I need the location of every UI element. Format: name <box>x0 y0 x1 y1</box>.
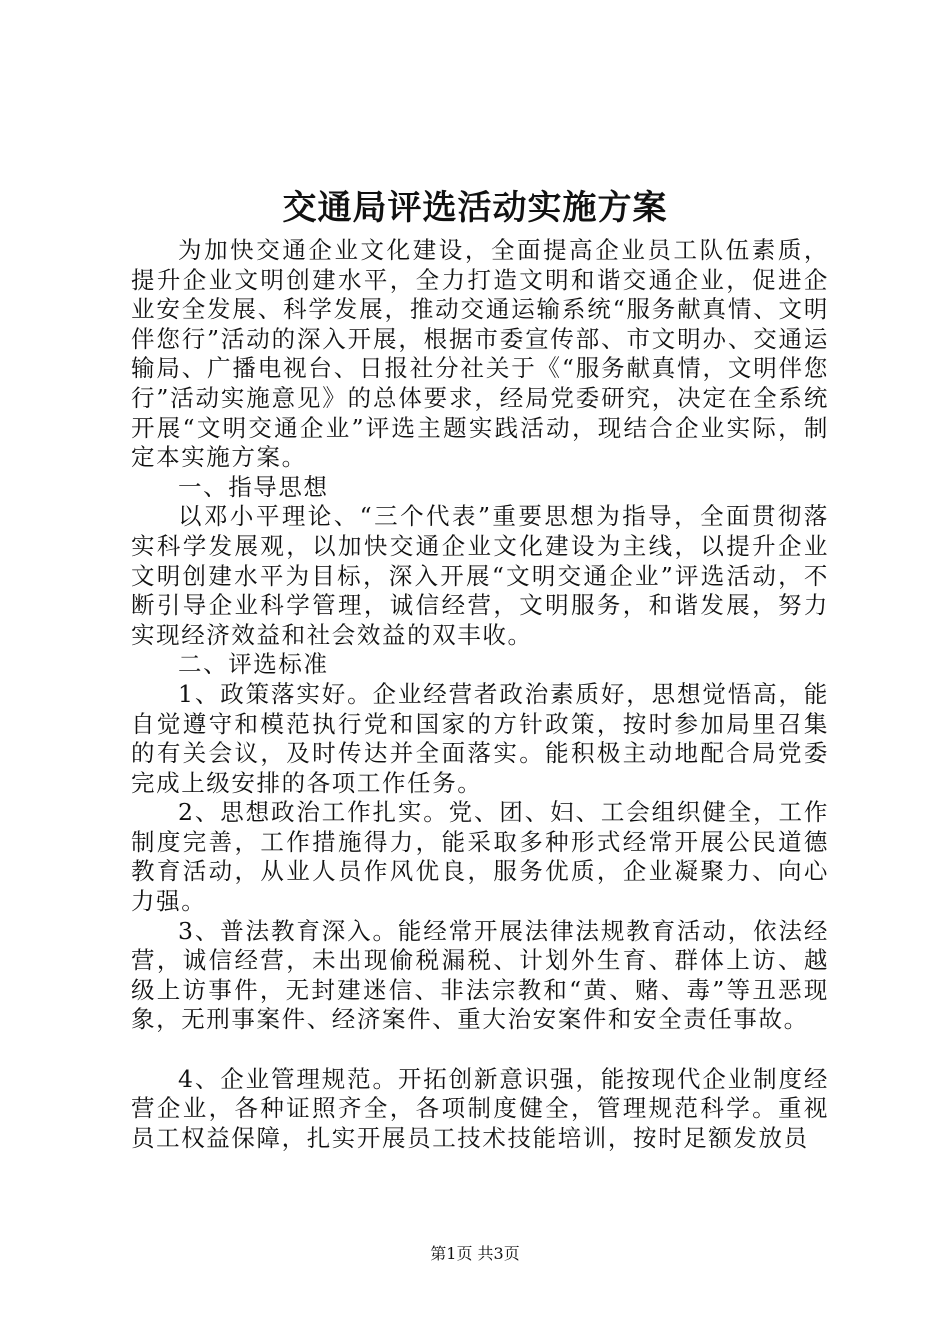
criteria-item-3: 3、普法教育深入。能经常开展法律法规教育活动，依法经营，诚信经营，未出现偷税漏税、计划外生育、群体上访、越级上访事件，无封建迷信、非法宗教和“黄、赌、毒”等丑恶现象，无刑事案件、经济案件、重大治安案件和安全责任事故。 <box>131 916 829 1034</box>
intro-paragraph: 为加快交通企业文化建设，全面提高企业员工队伍素质，提升企业文明创建水平，全力打造文明和谐交通企业，促进企业安全发展、科学发展，推动交通运输系统“服务献真情、文明伴您行”活动的深入开展，根据市委宣传部、市文明办、交通运输局、广播电视台、日报社分社关于《“服务献真情，文明伴您行”活动实施意见》的总体要求，经局党委研究，决定在全系统开展“文明交通企业”评选主题实践活动，现结合企业实际，制定本实施方案。 <box>131 236 829 472</box>
criteria-item-4: 4、企业管理规范。开拓创新意识强，能按现代企业制度经营企业，各种证照齐全，各项制度健全，管理规范科学。重视员工权益保障，扎实开展员工技术技能培训，按时足额发放员 <box>131 1064 829 1152</box>
criteria-item-2: 2、思想政治工作扎实。党、团、妇、工会组织健全，工作制度完善，工作措施得力，能采取多种形式经常开展公民道德教育活动，从业人员作风优良，服务优质，企业凝聚力、向心力强。 <box>131 798 829 916</box>
document-title: 交通局评选活动实施方案 <box>282 188 668 228</box>
criteria-item-1: 1、政策落实好。企业经营者政治素质好，思想觉悟高，能自觉遵守和模范执行党和国家的方针政策，按时参加局里召集的有关会议，及时传达并全面落实。能积极主动地配合局党委完成上级安排的各项工作任务。 <box>131 679 829 797</box>
section-heading-criteria: 二、评选标准 <box>178 650 329 679</box>
guiding-thought-paragraph: 以邓小平理论、“三个代表”重要思想为指导，全面贯彻落实科学发展观，以加快交通企业文化建设为主线，以提升企业文明创建水平为目标，深入开展“文明交通企业”评选活动，不断引导企业科学管理，诚信经营，文明服务，和谐发展，努力实现经济效益和社会效益的双丰收。 <box>131 502 829 649</box>
page-footer: 第1页 共3页 <box>430 1244 520 1263</box>
section-heading-guiding-thought: 一、指导思想 <box>178 472 329 501</box>
document-body <box>131 236 829 1153</box>
